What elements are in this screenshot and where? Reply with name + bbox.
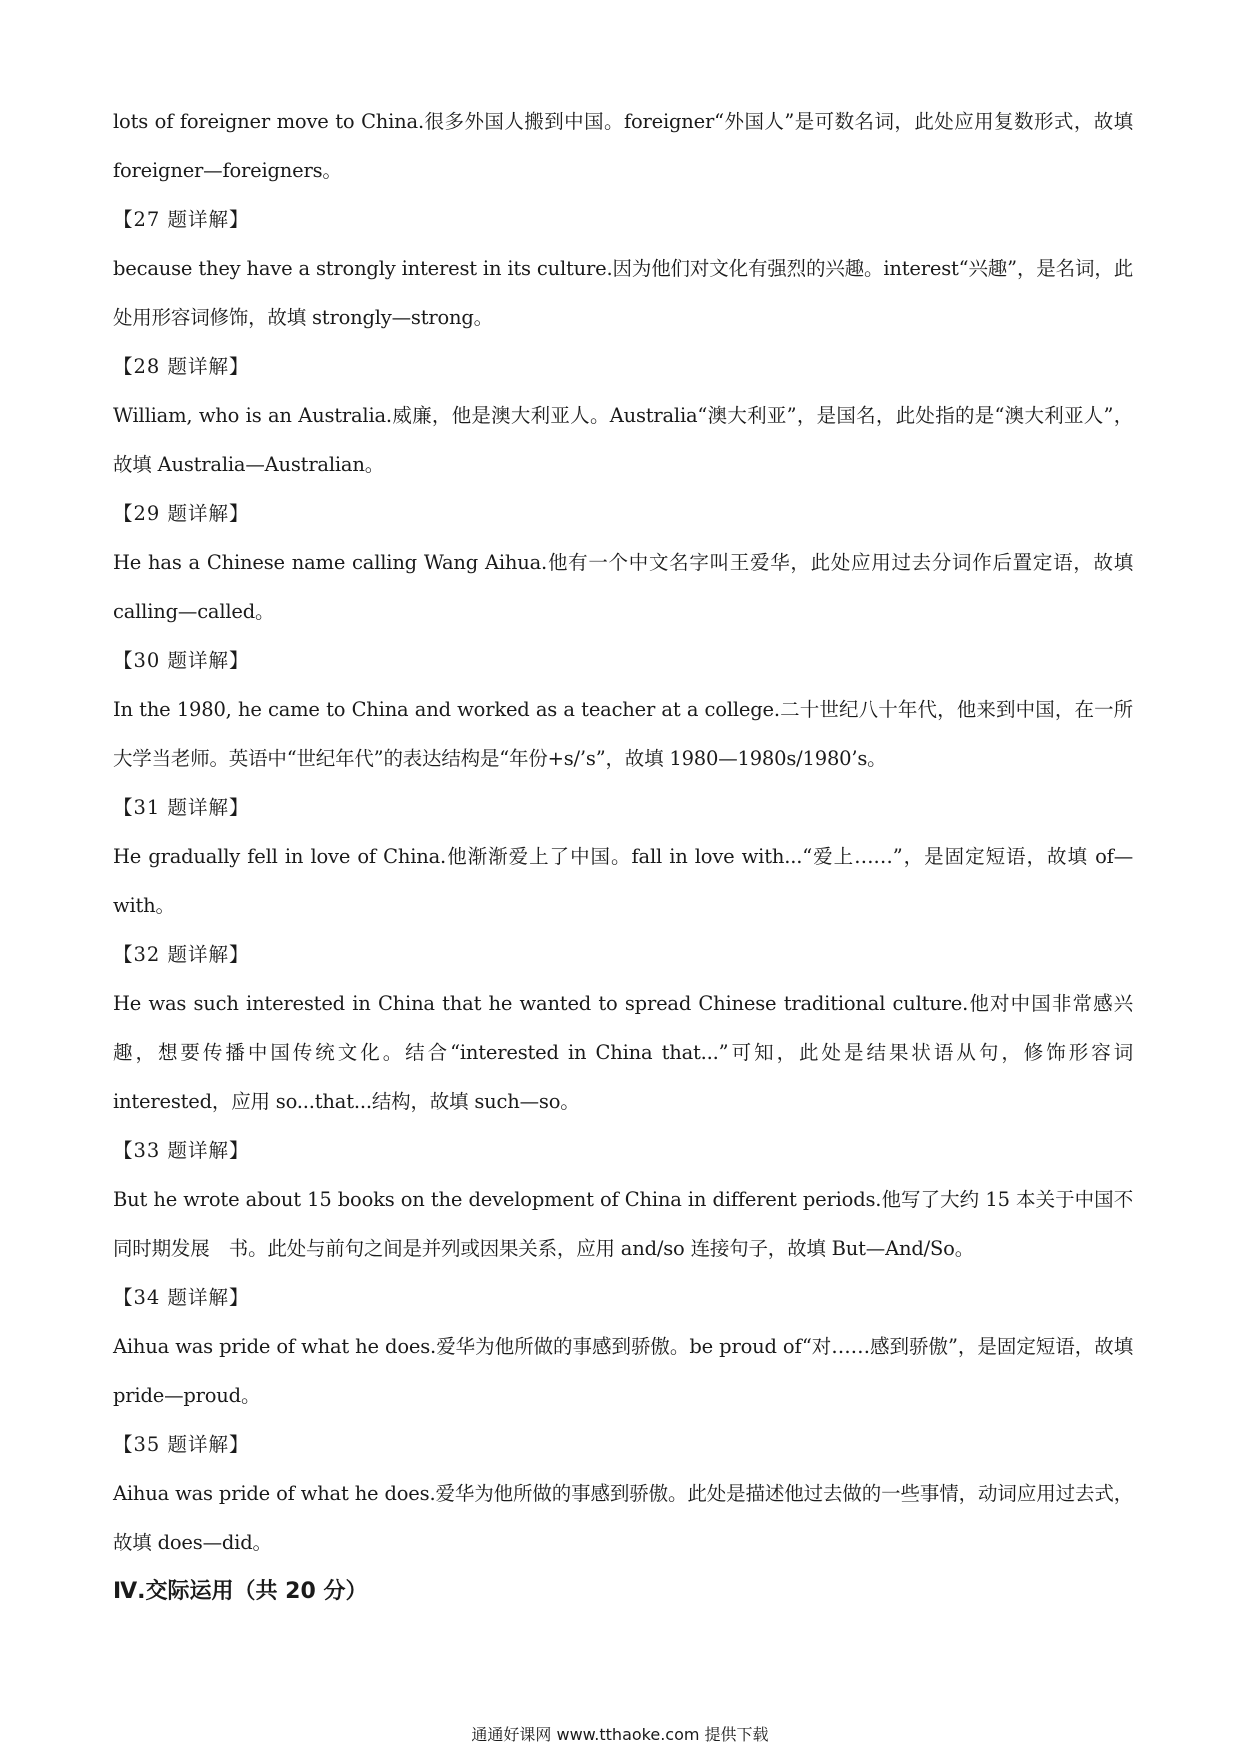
paragraph: because they have a strongly interest in its culture.因为他们对文化有强烈的兴趣。interest“兴趣”，是名词，此处用形容词修饰，故填 strongly—strong。	[113, 257, 1133, 329]
paragraph: Aihua was pride of what he does.爱华为他所做的事感到骄傲。be proud of“对……感到骄傲”，是固定短语，故填 pride—proud。	[113, 1335, 1133, 1407]
question-heading: 【28 题详解】	[113, 355, 250, 378]
question-heading: 【29 题详解】	[113, 502, 250, 525]
question-heading: 【33 题详解】	[113, 1139, 250, 1162]
question-heading: 【32 题详解】	[113, 943, 250, 966]
question-heading: 【34 题详解】	[113, 1286, 250, 1309]
paragraph: In the 1980, he came to China and worked as a teacher at a college.二十世纪八十年代，他来到中国，在一所大学当老师。英语中“世纪年代”的表达结构是“年份+s/’s”，故填 1980—1980s/1980’s。	[113, 698, 1133, 770]
paragraph: William, who is an Australia.威廉，他是澳大利亚人。Australia“澳大利亚”，是国名，此处指的是“澳大利亚人”，故填 Australia—Australian。	[113, 404, 1133, 476]
document-body	[113, 97, 1133, 1616]
question-heading: 【30 题详解】	[113, 649, 250, 672]
paragraph: He was such interested in China that he wanted to spread Chinese traditional culture.他对中国非常感兴趣，想要传播中国传统文化。结合“interested in China that...”可知，此处是结果状语从句，修饰形容词 interested，应用 so...that...结构，故填 such—so。	[113, 992, 1133, 1113]
question-heading: 【31 题详解】	[113, 796, 250, 819]
paragraph: He gradually fell in love of China.他渐渐爱上了中国。fall in love with...“爱上……”，是固定短语，故填 of—with。	[113, 845, 1133, 917]
question-heading: 【27 题详解】	[113, 208, 250, 231]
question-heading: 【35 题详解】	[113, 1433, 250, 1456]
section-title: Ⅳ.交际运用（共 20 分）	[113, 1579, 368, 1604]
paragraph: lots of foreigner move to China.很多外国人搬到中国。foreigner“外国人”是可数名词，此处应用复数形式，故填 foreigner—foreigners。	[113, 110, 1133, 182]
paragraph: Aihua was pride of what he does.爱华为他所做的事感到骄傲。此处是描述他过去做的一些事情，动词应用过去式，故填 does—did。	[113, 1482, 1133, 1554]
page-footer: 通通好课网 www.tthaoke.com 提供下载	[471, 1725, 769, 1744]
paragraph: But he wrote about 15 books on the development of China in different periods.他写了大约 15 本关于中国不同时期发展 书。此处与前句之间是并列或因果关系，应用 and/so 连接句子，故填 But—And/So。	[113, 1188, 1133, 1260]
paragraph: He has a Chinese name calling Wang Aihua.他有一个中文名字叫王爱华，此处应用过去分词作后置定语，故填 calling—called。	[113, 551, 1133, 623]
